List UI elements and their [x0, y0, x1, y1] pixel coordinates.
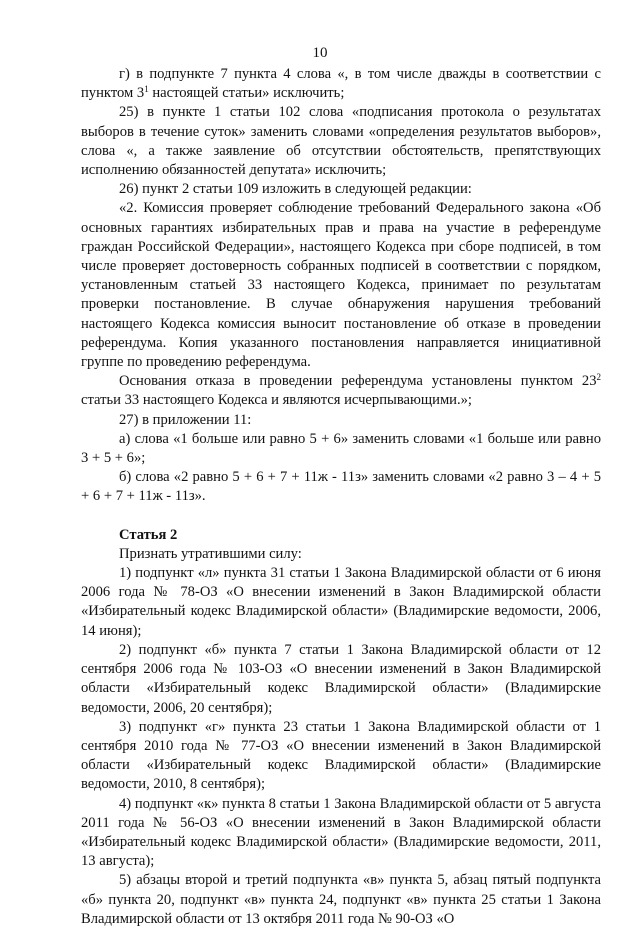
repealed-item-1: 1) подпункт «л» пункта 31 статьи 1 Закона Владимирской области от 6 июня 2006 года № 78-ОЗ «О внесении изменений в Закон Владимирской области «Избирательный кодекс Владимирской области» (Владимирские ведомости, 2006, 14 июня);	[81, 565, 601, 639]
paragraph-item-25: 25) в пункте 1 статьи 102 слова «подписания протокола о результатах выборов в течение суток» заменить словами «определения результатов выборов», слова «, а также заявление об отсутствии обстоятельств, препятствующих исполнению обязанностей депутата» исключить;	[81, 104, 601, 179]
paragraph-text-part: статьи 33 настоящего Кодекса и являются исчерпывающими.»;	[81, 392, 472, 409]
superscript-number: 1	[144, 84, 149, 95]
repealed-item-3: 3) подпункт «г» пункта 23 статьи 1 Закона Владимирской области от 1 сентября 2010 года № 77-ОЗ «О внесении изменений в Закон Владимирской области «Избирательный кодекс Владимирской области» (Владимирские ведомости, 2010, 8 сентября);	[81, 718, 601, 793]
repealed-item-4: 4) подпункт «к» пункта 8 статьи 1 Закона Владимирской области от 5 августа 2011 года № 56-ОЗ «О внесении изменений в Закон Владимирской области «Избирательный кодекс Владимирской области» (Владимирские ведомости, 2011, 13 августа);	[81, 795, 601, 870]
paragraph-text-part: настоящей статьи» исключить;	[148, 85, 345, 102]
section-spacer	[81, 507, 601, 526]
paragraph-text-part: Основания отказа в проведении референдума установлены пунктом 23	[119, 373, 597, 390]
repealed-item-5: 5) абзацы второй и третий подпункта «в» пункта 5, абзац пятый подпункта «б» пункта 20, подпункт «в» пункта 24, подпункт «в» пункта 25 статьи 1 Закона Владимирской области от 13 октября 2011 года № 90-ОЗ «О	[81, 872, 601, 927]
paragraph-subitem-a: а) слова «1 больше или равно 5 + 6» заменить словами «1 больше или равно 3 + 5 + 6»;	[81, 430, 601, 467]
paragraph-amendment-g	[81, 65, 601, 103]
repealed-item-2: 2) подпункт «б» пункта 7 статьи 1 Закона Владимирской области от 12 сентября 2006 года № 103-ОЗ «О внесении изменений в Закон Владимирской области «Избирательный кодекс Владимирской области» (Владимирские ведомости, 2006, 20 сентября);	[81, 641, 601, 716]
page-number: 10	[312, 45, 328, 61]
paragraph-item-26: 26) пункт 2 статьи 109 изложить в следующей редакции:	[119, 181, 472, 198]
superscript-number: 2	[596, 372, 601, 383]
article-heading: Статья 2	[119, 526, 178, 543]
paragraph-quoted-clause-2: «2. Комиссия проверяет соблюдение требований Федерального закона «Об основных гарантиях избирательных прав и права на участие в референдуме граждан Российской Федерации», настоящего Кодекса при сборе подписей, в том числе проверяет достоверность собранных подписей в соответствии с порядком, установленным статьей 33 настоящего Кодекса, принимает по результатам проверки постановление. В случае обнаружения нарушения требований настоящего Кодекса комиссия выносит постановление об отказе в проведении референдума. Копия указанного постановления направляется инициативной группе по проведению референдума.	[81, 200, 601, 371]
article-intro: Признать утратившими силу:	[119, 545, 302, 562]
paragraph-item-27: 27) в приложении 11:	[119, 411, 252, 428]
document-body	[81, 65, 601, 929]
paragraph-subitem-b: б) слова «2 равно 5 + 6 + 7 + 11ж - 11з» заменить словами «2 равно 3 – 4 + 5 + 6 + 7 + 11ж - 11з».	[81, 469, 601, 505]
paragraph-grounds-refusal	[81, 372, 601, 410]
paragraph-text-part: г) в подпункте 7 пункта 4 слова «, в том числе дважды в соответствии с пунктом 3	[81, 66, 601, 102]
